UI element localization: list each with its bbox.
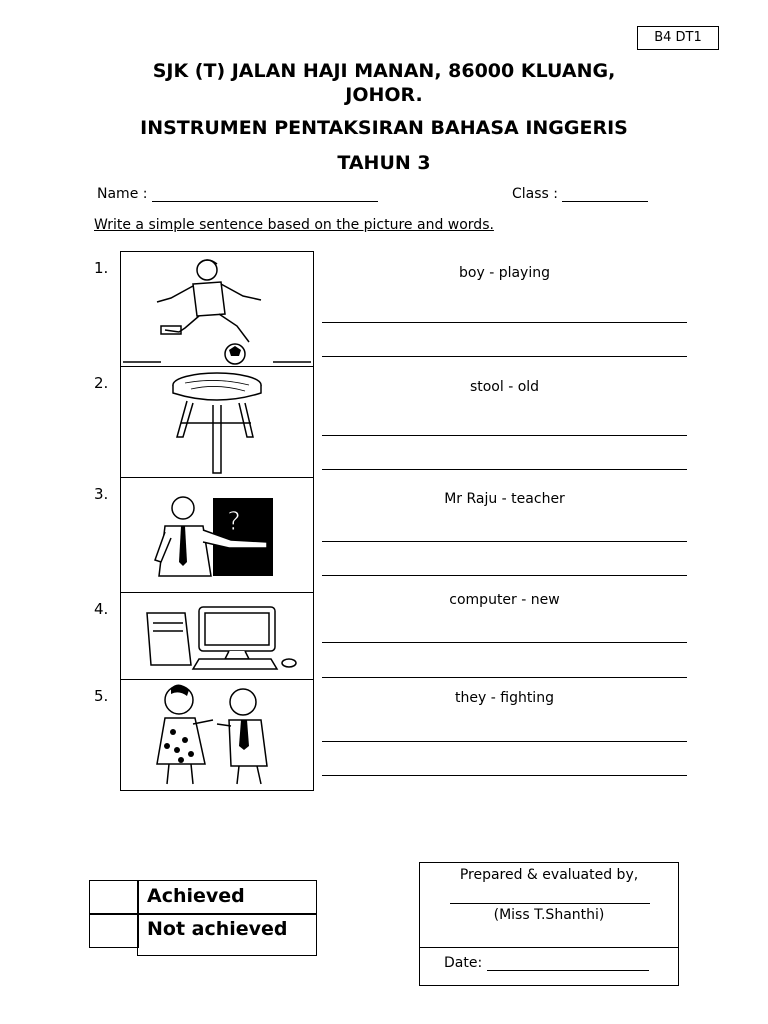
question-number: 5. [94, 687, 109, 705]
question-5-picture [120, 679, 314, 791]
answer-line[interactable] [322, 322, 687, 323]
answer-line[interactable] [322, 435, 687, 436]
year-title: TAHUN 3 [337, 152, 431, 174]
question-1-picture [120, 251, 314, 367]
prepared-by-box [419, 862, 679, 986]
class-label: Class : [512, 186, 558, 202]
question-4-words: computer - new [449, 592, 560, 608]
name-field[interactable] [97, 186, 378, 202]
question-number: 2. [94, 374, 109, 392]
question-2-words: stool - old [469, 379, 540, 395]
question-2-picture [120, 366, 314, 478]
instrument-title: INSTRUMEN PENTAKSIRAN BAHASA INGGERIS [140, 117, 628, 139]
question-5-words: they - fighting [455, 690, 554, 706]
question-4-picture [120, 592, 314, 680]
answer-line[interactable] [322, 356, 687, 357]
date-blank[interactable] [487, 956, 649, 971]
prep-divider [420, 947, 678, 948]
question-1-words: boy - playing [459, 265, 550, 281]
boy-playing-icon [121, 252, 313, 366]
instruction-text: Write a simple sentence based on the picture and words. [94, 217, 494, 233]
achieved-label: Achieved [147, 885, 245, 907]
evaluator-name: (Miss T.Shanthi) [493, 907, 605, 923]
computer-icon [121, 593, 313, 679]
question-number: 3. [94, 485, 109, 503]
answer-line[interactable] [322, 541, 687, 542]
stool-icon [121, 367, 313, 477]
date-label: Date: [444, 955, 483, 971]
answer-line[interactable] [322, 575, 687, 576]
name-blank[interactable] [152, 187, 378, 202]
answer-line[interactable] [322, 775, 687, 776]
signature-line[interactable] [450, 903, 650, 904]
answer-line[interactable] [322, 741, 687, 742]
not-achieved-label: Not achieved [147, 918, 288, 940]
school-name-line2: JOHOR. [345, 84, 423, 106]
answer-line[interactable] [322, 642, 687, 643]
class-field[interactable] [512, 186, 648, 202]
answer-line[interactable] [322, 677, 687, 678]
date-field[interactable] [444, 955, 649, 971]
school-name-line1: SJK (T) JALAN HAJI MANAN, 86000 KLUANG, [152, 60, 616, 82]
result-box [89, 880, 317, 956]
question-3-picture [120, 477, 314, 593]
question-number: 1. [94, 259, 109, 277]
class-blank[interactable] [562, 187, 648, 202]
question-3-words: Mr Raju - teacher [444, 491, 565, 507]
achieved-checkbox[interactable] [89, 880, 139, 915]
form-code-box: B4 DT1 [637, 26, 719, 50]
prepared-label: Prepared & evaluated by, [459, 867, 639, 883]
teacher-icon [121, 478, 313, 592]
svg-text:?: ? [227, 507, 241, 537]
not-achieved-checkbox[interactable] [89, 913, 139, 948]
question-number: 4. [94, 600, 109, 618]
people-fighting-icon [121, 680, 313, 790]
name-label: Name : [97, 186, 148, 202]
answer-line[interactable] [322, 469, 687, 470]
